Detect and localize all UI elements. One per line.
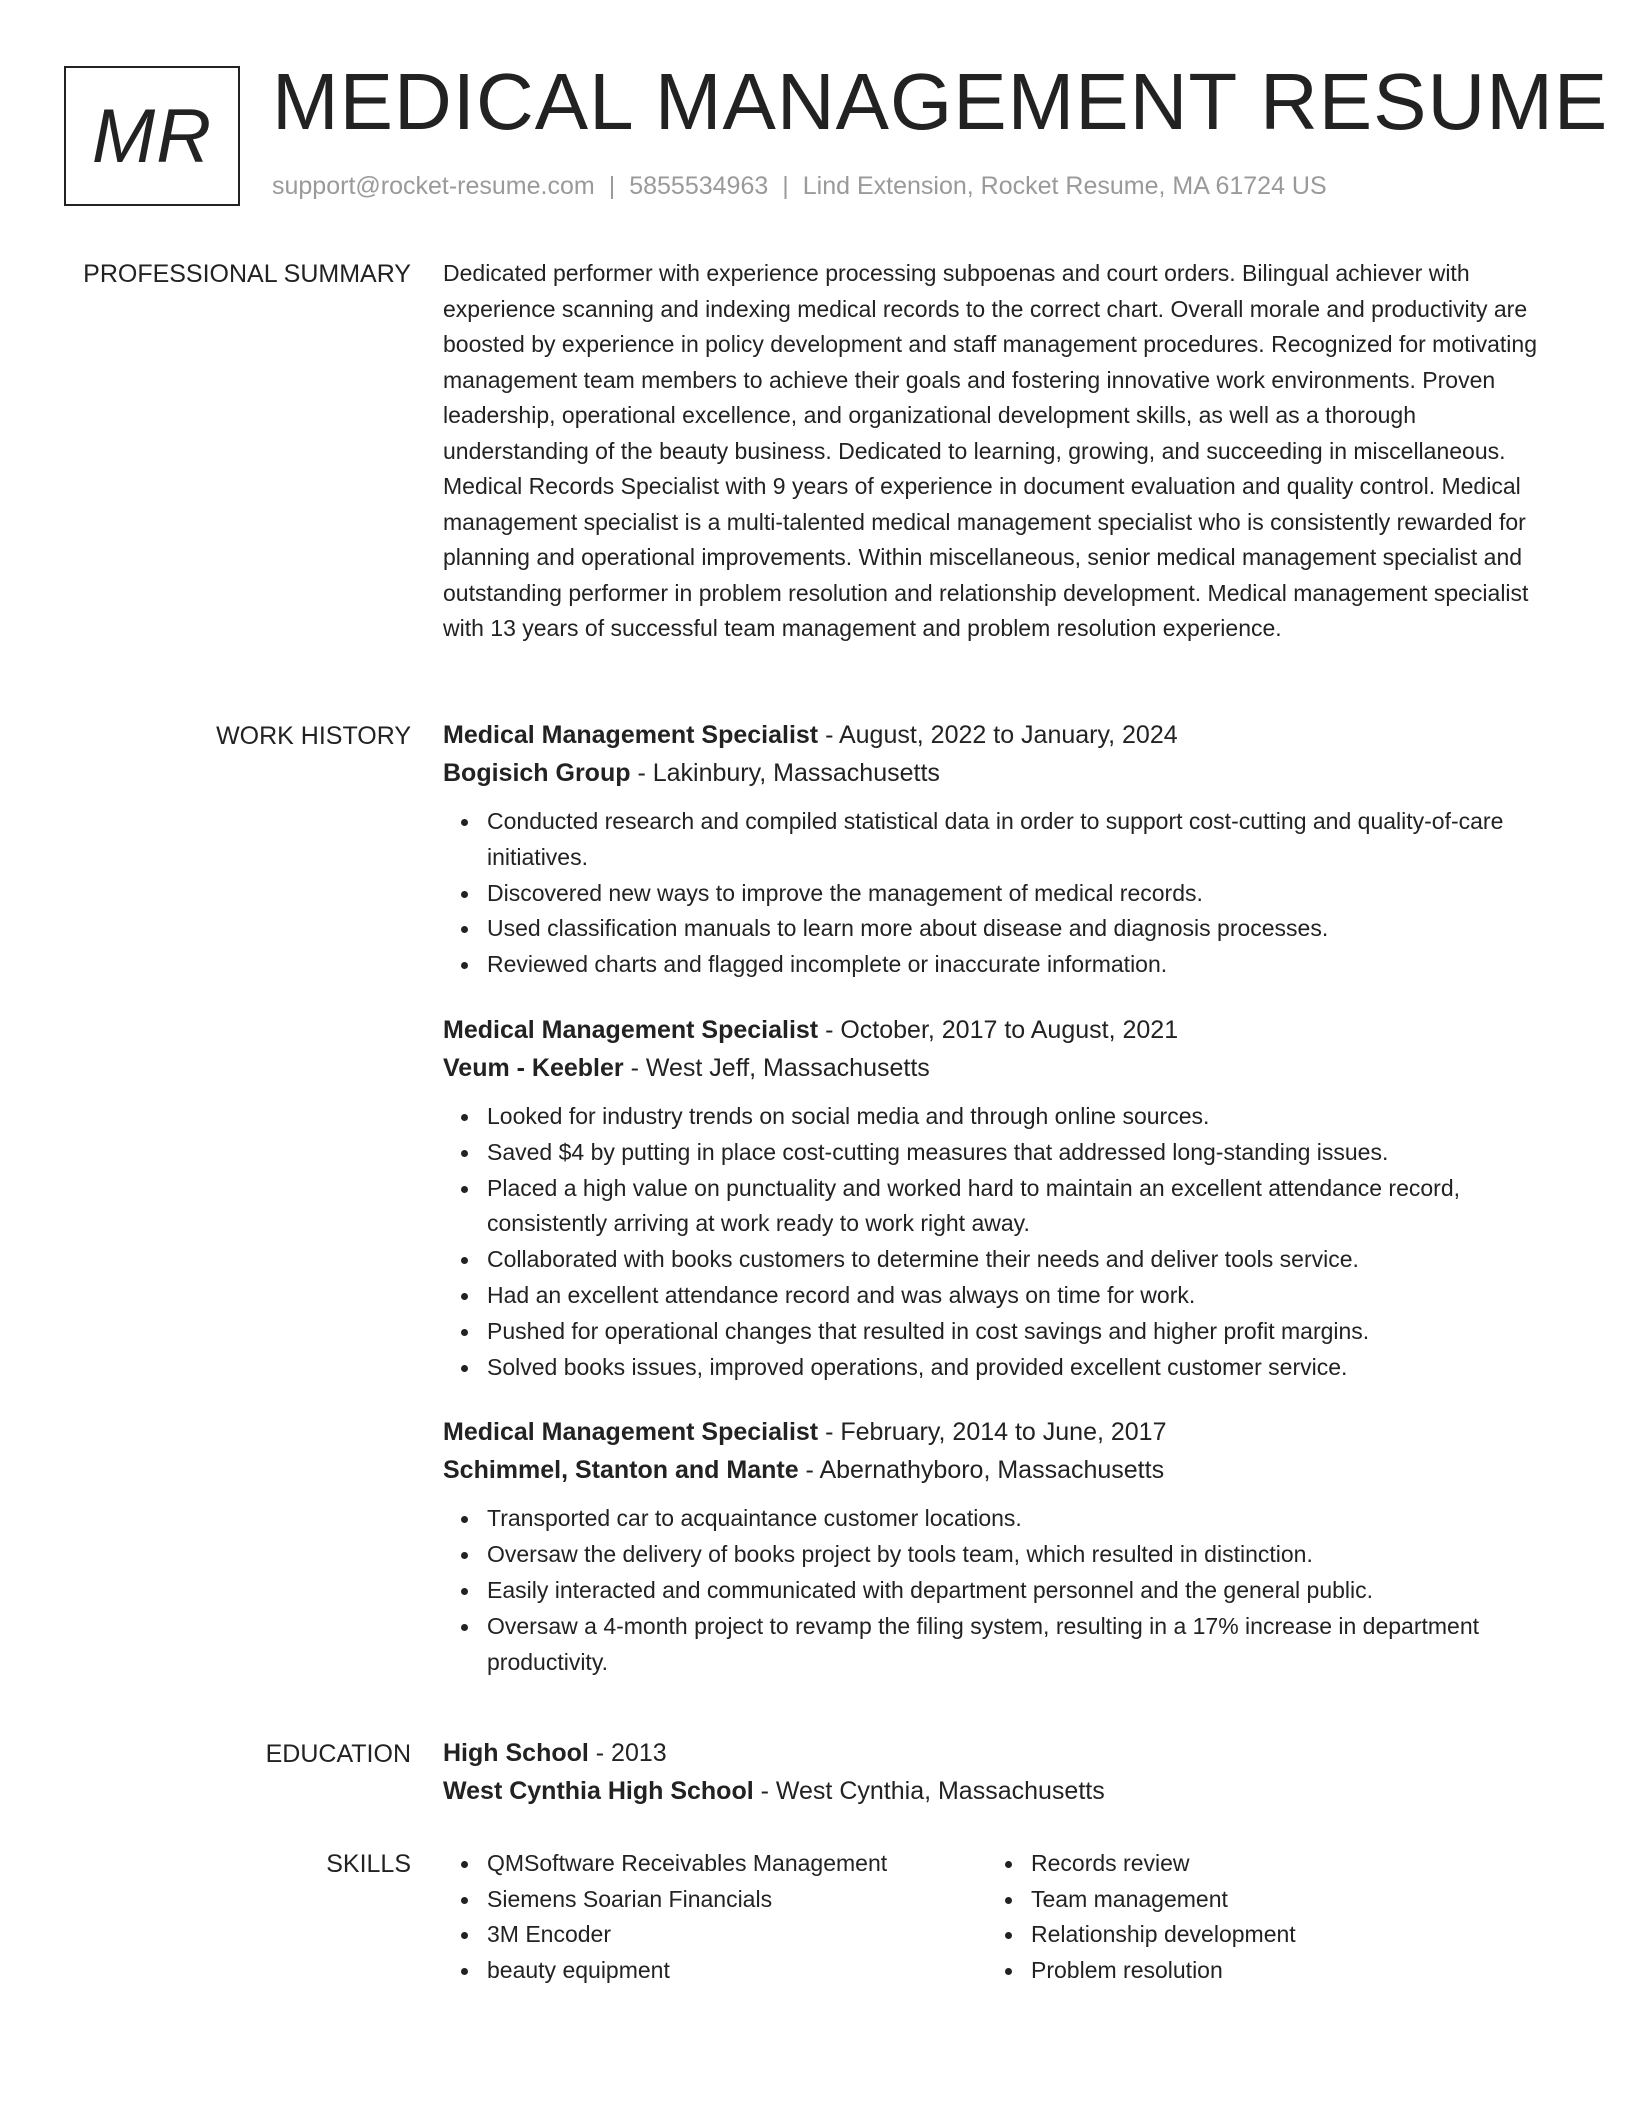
job-bullet: Reviewed charts and flagged incomplete or inaccurate information. xyxy=(487,947,1553,983)
job-bullet: Easily interacted and communicated with department personnel and the general public. xyxy=(487,1573,1553,1609)
education-year: - 2013 xyxy=(588,1739,667,1767)
monogram-text: MR xyxy=(91,93,213,179)
skill-item: Problem resolution xyxy=(1031,1953,1296,1989)
education-school-line xyxy=(443,1772,1553,1810)
job-location: - West Jeff, Massachusetts xyxy=(623,1053,930,1082)
job-title: Medical Management Specialist xyxy=(443,721,819,749)
job-company: Veum - Keebler xyxy=(443,1053,624,1082)
job-dates: - October, 2017 to August, 2021 xyxy=(818,1015,1179,1044)
job-company: Bogisich Group xyxy=(443,759,631,787)
contact-phone: 5855534963 xyxy=(629,172,769,200)
skill-item: beauty equipment xyxy=(487,1953,987,1989)
skill-item: Siemens Soarian Financials xyxy=(487,1882,987,1918)
job-bullet: Saved $4 by putting in place cost-cutting measures that addressed long-standing issues. xyxy=(487,1135,1553,1171)
job-title-line xyxy=(443,1011,1553,1049)
job-dates: - August, 2022 to January, 2024 xyxy=(818,721,1178,749)
skills-body xyxy=(443,1846,1553,1988)
skill-item: 3M Encoder xyxy=(487,1917,987,1953)
contact-separator: | xyxy=(782,172,789,200)
job-bullet: Looked for industry trends on social media and through online sources. xyxy=(487,1099,1553,1135)
job-bullet: Placed a high value on punctuality and worked hard to maintain an excellent attendance record, consistently arriving at work ready to work right away. xyxy=(487,1171,1553,1243)
skill-item: Records review xyxy=(1031,1846,1296,1882)
skills-column-2 xyxy=(987,1846,1296,1988)
education-school: West Cynthia High School xyxy=(443,1777,754,1805)
skills-column-1 xyxy=(443,1846,987,1988)
job-company-line xyxy=(443,1049,1553,1087)
job-bullet: Solved books issues, improved operations, and provided excellent customer service. xyxy=(487,1350,1553,1386)
education-location: - West Cynthia, Massachusetts xyxy=(753,1777,1105,1805)
job-location: - Abernathyboro, Massachusetts xyxy=(798,1456,1165,1485)
job-title-line xyxy=(443,716,1553,754)
resume-title: MEDICAL MANAGEMENT RESUME xyxy=(272,57,1609,146)
job-bullet: Used classification manuals to learn more about disease and diagnosis processes. xyxy=(487,911,1553,947)
job-bullet: Conducted research and compiled statistical data in order to support cost-cutting and quality-of-care initiatives. xyxy=(487,804,1553,876)
section-label-summary: PROFESSIONAL SUMMARY xyxy=(83,260,411,288)
job-bullet: Had an excellent attendance record and was always on time for work. xyxy=(487,1278,1553,1314)
job-company: Schimmel, Stanton and Mante xyxy=(443,1456,799,1485)
section-label-skills: SKILLS xyxy=(326,1850,411,1878)
monogram xyxy=(64,66,240,206)
job-title-line xyxy=(443,1413,1553,1451)
job-bullet: Collaborated with books customers to determine their needs and deliver tools service. xyxy=(487,1242,1553,1278)
education-degree-line xyxy=(443,1734,1553,1772)
skill-item: QMSoftware Receivables Management xyxy=(487,1846,987,1882)
contact-address: Lind Extension, Rocket Resume, MA 61724 US xyxy=(802,172,1327,200)
skill-item: Relationship development xyxy=(1031,1917,1296,1953)
work-history-body xyxy=(443,716,1553,1708)
job-entry xyxy=(443,1011,1553,1385)
section-label-education: EDUCATION xyxy=(265,1740,411,1768)
job-bullet: Oversaw the delivery of books project by tools team, which resulted in distinction. xyxy=(487,1537,1553,1573)
skills-columns xyxy=(443,1846,1553,1988)
job-company-line xyxy=(443,1451,1553,1489)
job-bullet: Pushed for operational changes that resulted in cost savings and higher profit margins. xyxy=(487,1314,1553,1350)
section-label-work-history: WORK HISTORY xyxy=(216,722,411,750)
skill-item: Team management xyxy=(1031,1882,1296,1918)
job-entry xyxy=(443,1413,1553,1680)
contact-email: support@rocket-resume.com xyxy=(272,172,595,200)
education-degree: High School xyxy=(443,1739,589,1767)
job-bullet: Transported car to acquaintance customer locations. xyxy=(487,1501,1553,1537)
job-entry xyxy=(443,716,1553,983)
job-bullets xyxy=(443,804,1553,983)
summary-body xyxy=(443,256,1553,647)
job-bullet: Discovered new ways to improve the management of medical records. xyxy=(487,876,1553,912)
job-company-line xyxy=(443,754,1553,792)
job-bullets xyxy=(443,1099,1553,1385)
job-location: - Lakinbury, Massachusetts xyxy=(630,759,940,787)
summary-text: Dedicated performer with experience processing subpoenas and court orders. Bilingual achiever with experience scanning and indexing medical records to the correct chart. Overall morale and productivity are boosted by experience in policy development and staff management procedures. Recognized for motivating management team members to achieve their goals and fostering innovative work environments. Proven leadership, operational excellence, and organizational development skills, as well as a thorough understanding of the beauty business. Dedicated to learning, growing, and succeeding in miscellaneous. Medical Records Specialist with 9 years of experience in document evaluation and quality control. Medical management specialist is a multi-talented medical management specialist who is consistently rewarded for planning and operational improvements. Within miscellaneous, senior medical management specialist and outstanding performer in problem resolution and relationship development. Medical management specialist with 13 years of successful team management and problem resolution experience. xyxy=(443,260,1538,641)
job-title: Medical Management Specialist xyxy=(443,1015,819,1044)
job-dates: - February, 2014 to June, 2017 xyxy=(818,1418,1167,1447)
education-body xyxy=(443,1734,1553,1810)
contact-line xyxy=(272,172,1327,201)
contact-separator: | xyxy=(608,172,616,200)
job-bullet: Oversaw a 4-month project to revamp the filing system, resulting in a 17% increase in department productivity. xyxy=(487,1609,1553,1681)
job-bullets xyxy=(443,1501,1553,1680)
job-title: Medical Management Specialist xyxy=(443,1418,819,1447)
